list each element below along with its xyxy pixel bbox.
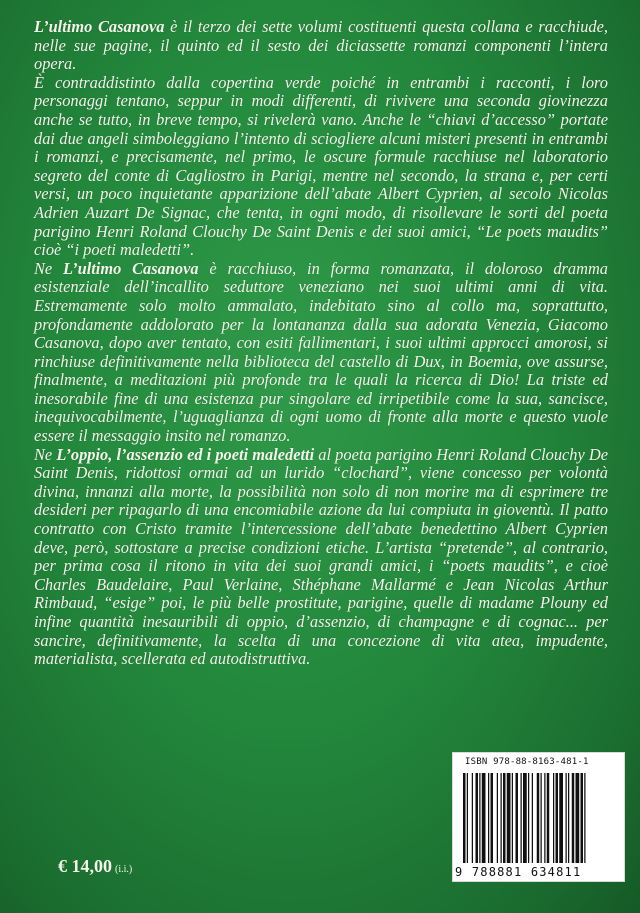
ean-digits: 9 788881 634811 [455,865,582,879]
price-amount: € 14,00 [58,856,112,876]
barcode-bars [461,773,618,865]
novel-title-1: L’ultimo Casanova [63,258,199,278]
price-note: (i.i.) [115,864,133,875]
blurb-paragraph-1: L’ultimo Casanova è il terzo dei sette volumi costituenti questa collana e racchiude, nelle sue pagine, il quinto ed il sesto dei diciassette romanzi componenti l’intera opera. [34,17,609,74]
back-cover-blurb [34,18,608,669]
book-title: L’ultimo Casanova [34,17,165,36]
blurb-paragraph-3: Ne L’ultimo Casanova è racchiuso, in forma romanzata, il doloroso dramma esistenziale dell’incallito seduttore veneziano nei suoi ultimi anni di vita. Estremamente solo molto ammalato, indebitato sino al collo ma, soprattutto, profondamente addolorato per la lontananza dalla sua adorata Venezia, Giacomo Casanova, dopo aver tentato, con esiti fallimentari, i suoi ultimi approcci amorosi, si rinchiuse definitivamente nella biblioteca del castello di Dux, in Boemia, ove assurse, finalmente, a meditazioni più profonde tra le quali la ricerca di Dio! La triste ed inesorabile fine di una esistenza pur singolare ed irripetibile come la sua, sancisce, inequivocabilmente, l’uguaglianza di ogni uomo di fronte alla morte e questo vuole essere il messaggio insito nel romanzo. [34,258,608,446]
isbn-label: ISBN 978-88-8163-481-1 [465,757,589,767]
isbn-barcode [452,752,625,882]
novel-title-2: L’oppio, l’assenzio ed i poeti maledetti [56,444,315,464]
blurb-paragraph-4: Ne L’oppio, l’assenzio ed i poeti maledetti al poeta parigino Henri Roland Clouchy De Saint Denis, ridottosi ormai ad un lurido “clochard”, viene concesso per volontà divina, innanzi alla morte, la possibilità non solo di non morire ma di esprimere tre desideri per ripagarlo di una encomiabile azione da lui compiuta in gioventù. Il patto contratto con Cristo tramite l’intercessione dell’abate benedettino Albert Cyprien deve, però, sottostare a precise condizioni etiche. L’artista “pretende”, al contrario, per prima cosa il ritono in vita dei suoi grandi amici, i “poets maudits”, e cioè Charles Baudelaire, Paul Verlaine, Sthéphane Mallarmé e Jean Nicolas Arthur Rimbaud, “esige” poi, le più belle prostitute, parigine, quelle di madame Plouny ed infine quantità inesauribili di oppio, d’assenzio, di champagne e di cognac... per sancire, definitivamente, la scelta di una concezione di vita atea, impudente, materialista, scellerata ed autodistruttiva. [34,444,609,669]
blurb-paragraph-2: È contraddistinto dalla copertina verde poiché in entrambi i racconti, i loro personaggi tentano, seppur in modi differenti, di rivivere una seconda giovinezza anche se tutto, in breve tempo, si rivelerà vano. Anche le “chiavi d’accesso” portate dai due angeli simboleggiano l’intento di sciogliere alcuni misteri presenti in entrambi i romanzi, e precisamente, nel primo, le oscure formule racchiuse nel laboratorio segreto del conte di Cagliostro in Parigi, mentre nel secondo, la strana e, per certi versi, un poco inquietante apparizione dell’abate Albert Cyprien, al secolo Nicolas Adrien Auzart De Signac, che tenta, in ogni modo, di risollevare le sorti del poeta parigino Henri Roland Clouchy De Saint Denis e dei suoi amici, “Le poets maudits” cioè “i poeti maledetti”. [34,72,608,260]
price-label [58,856,132,877]
